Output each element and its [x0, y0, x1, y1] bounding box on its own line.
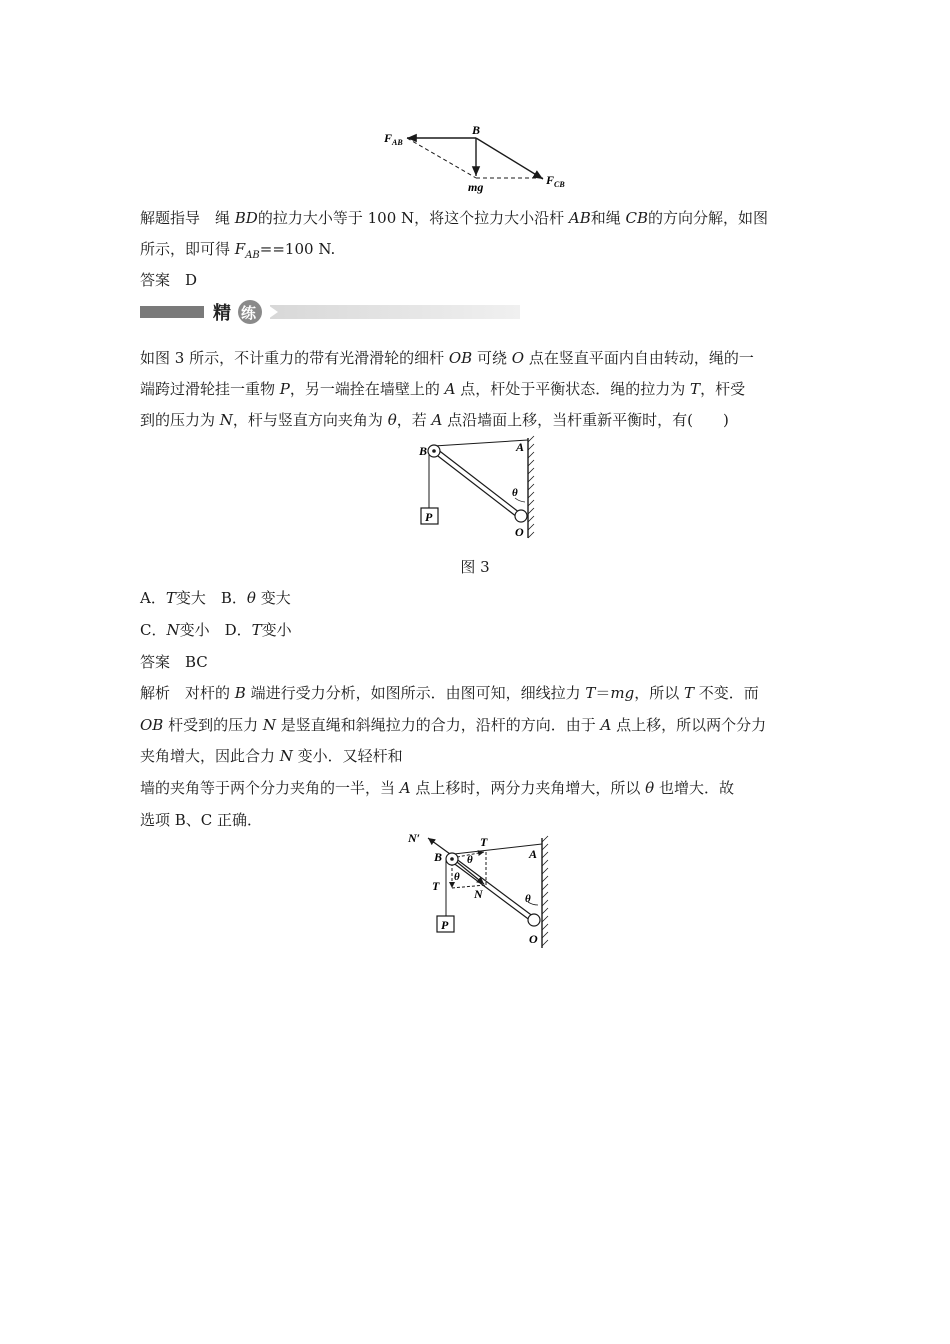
label-b: B [472, 123, 481, 137]
fig3-label-p: P [425, 510, 433, 524]
fig3-label-a: A [516, 440, 525, 454]
fig3-label-theta: θ [512, 487, 518, 499]
fig4-label-p: P [441, 918, 449, 932]
fig4-label-nprime: N′ [408, 831, 421, 845]
analysis-line-3: 夹角增大，因此合力 N 变小．又轻杆和 [140, 747, 403, 765]
analysis-line-2: OB 杆受到的压力 N 是竖直绳和斜绳拉力的合力，沿杆的方向．由于 A 点上移，所以两个分力 [140, 716, 767, 734]
force-analysis-figure [404, 828, 554, 952]
figure-3-caption: 图 3 [460, 558, 490, 576]
fig4-label-o: O [529, 932, 538, 946]
options-line-1: A．T变大 B．θ 变大 [140, 589, 291, 607]
question-line-2: 端跨过滑轮挂一重物 P，另一端拴在墙壁上的 A 点，杆处于平衡状态．绳的拉力为 T，杆受 [140, 380, 746, 398]
analysis-line-4: 墙的夹角等于两个分力夹角的一半，当 A 点上移时，两分力夹角增大，所以 θ 也增大．故 [140, 779, 734, 797]
label-mg: mg [468, 180, 484, 194]
hint-line-1: 解题指导 绳 BD的拉力大小等于 100 N，将这个拉力大小沿杆 AB和绳 CB的方向分解，如图 [140, 209, 769, 227]
label-fcb: $F_{CB}$ [546, 173, 565, 189]
analysis-line-1: 解析 对杆的 B 端进行受力分析，如图所示．由图可知，细线拉力 T＝mg，所以 T 不变．而 [140, 684, 759, 702]
fig4-label-t-top: T [480, 835, 488, 849]
options-line-2: C．N变小 D．T变小 [140, 621, 292, 639]
fig4-label-theta-2: θ [454, 871, 460, 883]
fig3-label-o: O [515, 525, 524, 539]
banner-char-1: 精 [213, 303, 231, 324]
fig4-label-t-left: T [432, 879, 440, 893]
answer-1: 答案 D [140, 271, 198, 289]
fig3-label-b: B [419, 444, 428, 458]
figure-3 [412, 432, 552, 544]
answer-2: 答案 BC [140, 653, 208, 671]
analysis-line-5: 选项 B、C 正确． [140, 811, 263, 829]
question-line-3: 到的压力为 N，杆与竖直方向夹角为 θ，若 A 点沿墙面上移，当杆重新平衡时，有( ) [140, 411, 729, 429]
hint-line-2: 所示，即可得 $F_{AB}==100$ N. [140, 240, 336, 261]
fig4-label-a: A [529, 847, 538, 861]
question-line-1: 如图 3 所示，不计重力的带有光滑滑轮的细杆 OB 可绕 O 点在竖直平面内自由转动，绳的一 [140, 349, 754, 367]
fig4-label-b: B [434, 850, 443, 864]
fig4-label-n: N [474, 887, 483, 901]
practice-banner [140, 300, 520, 324]
label-fab: $F_{AB}$ [384, 131, 403, 147]
banner-char-2: 练 [241, 304, 257, 322]
fig4-label-theta-1: θ [467, 854, 473, 866]
force-decomposition-figure [380, 122, 580, 194]
fig4-label-theta-3: θ [525, 893, 531, 905]
